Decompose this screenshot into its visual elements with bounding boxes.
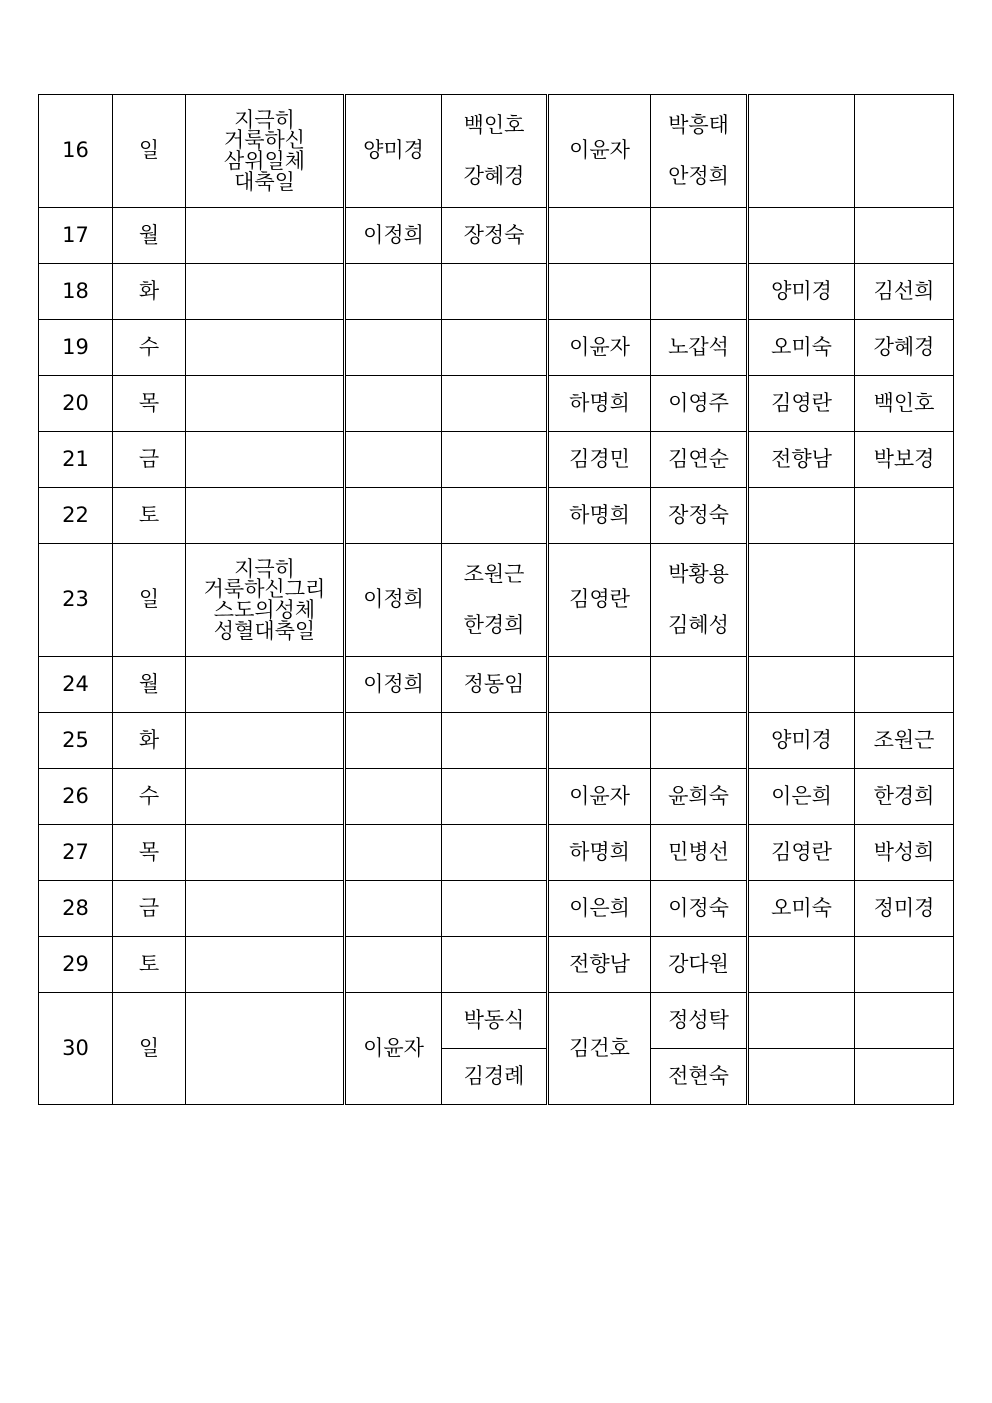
group-b-partner-cell: 윤희숙 [651, 769, 748, 825]
feast-line: 지극히 [234, 556, 295, 581]
table-row [39, 208, 954, 264]
feast-cell [186, 937, 345, 993]
day-cell: 29 [39, 937, 113, 993]
group-a-partner-cell [442, 264, 548, 320]
group-b-partner-cell: 이영주 [651, 376, 748, 432]
group-a-lead-cell: 양미경 [345, 95, 442, 208]
group-a-partner-cell [442, 95, 548, 208]
group-b-lead-cell [548, 657, 651, 713]
weekday-cell: 일 [113, 993, 186, 1105]
group-b-lead-cell: 하명희 [548, 488, 651, 544]
feast-cell [186, 993, 345, 1105]
group-b-partner-bottom-cell: 전현숙 [651, 1049, 748, 1105]
group-b-partner-cell: 장정숙 [651, 488, 748, 544]
day-cell: 27 [39, 825, 113, 881]
day-cell: 21 [39, 432, 113, 488]
day-cell: 19 [39, 320, 113, 376]
group-b-lead-cell: 이윤자 [548, 95, 651, 208]
group-a-partner-cell [442, 432, 548, 488]
name-pair [651, 113, 746, 189]
weekday-cell: 토 [113, 937, 186, 993]
group-a-partner-cell [442, 881, 548, 937]
group-a-lead-cell [345, 825, 442, 881]
group-a-lead-cell: 이윤자 [345, 993, 442, 1105]
group-b-lead-cell: 김영란 [548, 544, 651, 657]
table-row [39, 488, 954, 544]
group-c-lead-cell: 오미숙 [748, 320, 855, 376]
day-cell: 17 [39, 208, 113, 264]
group-b-partner-cell: 노갑석 [651, 320, 748, 376]
group-c-partner-cell: 백인호 [855, 376, 954, 432]
group-b-partner-cell [651, 657, 748, 713]
group-c-partner-cell [855, 1049, 954, 1105]
weekday-cell: 목 [113, 825, 186, 881]
feast-cell [186, 208, 345, 264]
group-c-partner-cell: 박성희 [855, 825, 954, 881]
weekday-cell: 일 [113, 95, 186, 208]
group-a-partner-cell [442, 713, 548, 769]
table-row [39, 320, 954, 376]
name-pair [442, 113, 546, 189]
group-c-lead-cell [748, 993, 855, 1049]
group-b-partner-cell [651, 264, 748, 320]
day-cell: 24 [39, 657, 113, 713]
feast-line: 성혈대축일 [213, 618, 316, 643]
day-cell: 16 [39, 95, 113, 208]
weekday-cell: 금 [113, 881, 186, 937]
group-c-lead-cell [748, 95, 855, 208]
group-a-lead-cell: 이정희 [345, 208, 442, 264]
name-text: 강혜경 [463, 163, 525, 188]
day-cell: 30 [39, 993, 113, 1105]
group-a-partner-cell [442, 769, 548, 825]
feast-line: 지극히 [234, 107, 295, 132]
group-a-partner-bottom-cell: 김경례 [442, 1049, 548, 1105]
group-c-lead-cell [748, 208, 855, 264]
feast-cell [186, 769, 345, 825]
table-row [39, 825, 954, 881]
group-b-lead-cell [548, 264, 651, 320]
day-cell: 22 [39, 488, 113, 544]
group-c-partner-cell: 한경희 [855, 769, 954, 825]
group-c-lead-cell [748, 657, 855, 713]
day-cell: 26 [39, 769, 113, 825]
weekday-cell: 일 [113, 544, 186, 657]
name-text: 안정희 [668, 163, 729, 188]
group-a-lead-cell [345, 432, 442, 488]
group-c-lead-cell: 이은희 [748, 769, 855, 825]
weekday-cell: 목 [113, 376, 186, 432]
group-c-partner-cell [855, 208, 954, 264]
name-text: 조원근 [463, 562, 525, 586]
feast-cell [186, 544, 345, 657]
group-c-lead-cell: 양미경 [748, 264, 855, 320]
group-a-partner-cell [442, 937, 548, 993]
day-cell: 28 [39, 881, 113, 937]
group-c-lead-cell: 오미숙 [748, 881, 855, 937]
schedule-table [38, 94, 954, 1105]
name-pair [651, 562, 746, 638]
group-a-partner-cell: 정동임 [442, 657, 548, 713]
name-pair [442, 562, 546, 638]
group-c-partner-cell: 김선희 [855, 264, 954, 320]
group-a-partner-cell: 장정숙 [442, 208, 548, 264]
table-row [39, 95, 954, 208]
group-a-lead-cell [345, 769, 442, 825]
group-b-lead-cell: 전향남 [548, 937, 651, 993]
group-b-partner-cell [651, 713, 748, 769]
feast-cell [186, 657, 345, 713]
group-b-lead-cell [548, 208, 651, 264]
table-row [39, 657, 954, 713]
group-a-lead-cell [345, 488, 442, 544]
group-c-lead-cell: 김영란 [748, 376, 855, 432]
weekday-cell: 화 [113, 264, 186, 320]
table-row [39, 264, 954, 320]
group-a-lead-cell [345, 320, 442, 376]
feast-line: 거룩하신그리 [203, 577, 326, 602]
table-row [39, 769, 954, 825]
group-a-partner-cell [442, 825, 548, 881]
table-row [39, 432, 954, 488]
group-a-lead-cell [345, 264, 442, 320]
feast-cell [186, 713, 345, 769]
group-a-partner-cell [442, 544, 548, 657]
table-row [39, 937, 954, 993]
name-text: 한경희 [463, 612, 525, 637]
group-b-partner-cell: 강다원 [651, 937, 748, 993]
group-b-lead-cell: 이윤자 [548, 320, 651, 376]
group-c-partner-cell [855, 657, 954, 713]
feast-line: 스도의성체 [213, 598, 316, 622]
group-a-lead-cell [345, 376, 442, 432]
group-c-lead-cell: 전향남 [748, 432, 855, 488]
day-cell: 20 [39, 376, 113, 432]
group-c-lead-cell [748, 488, 855, 544]
group-c-lead-cell [748, 937, 855, 993]
day-cell: 23 [39, 544, 113, 657]
group-b-partner-top-cell: 정성탁 [651, 993, 748, 1049]
feast-line: 삼위일체 [223, 149, 306, 173]
group-c-partner-cell [855, 544, 954, 657]
table-row-last [39, 993, 954, 1049]
day-cell: 25 [39, 713, 113, 769]
name-text: 박흥태 [668, 113, 729, 137]
weekday-cell: 수 [113, 769, 186, 825]
group-c-partner-cell [855, 937, 954, 993]
feast-line: 대축일 [234, 169, 295, 194]
group-b-lead-cell: 이윤자 [548, 769, 651, 825]
group-c-partner-cell [855, 488, 954, 544]
weekday-cell: 수 [113, 320, 186, 376]
group-a-partner-cell [442, 376, 548, 432]
group-b-lead-cell: 이은희 [548, 881, 651, 937]
table-row [39, 544, 954, 657]
weekday-cell: 토 [113, 488, 186, 544]
group-a-lead-cell [345, 881, 442, 937]
group-b-lead-cell: 김건호 [548, 993, 651, 1105]
weekday-cell: 금 [113, 432, 186, 488]
group-a-lead-cell: 이정희 [345, 544, 442, 657]
group-c-lead-cell [748, 1049, 855, 1105]
feast-cell [186, 320, 345, 376]
group-c-partner-cell [855, 95, 954, 208]
group-b-lead-cell: 하명희 [548, 376, 651, 432]
group-a-partner-cell [442, 320, 548, 376]
group-c-partner-cell [855, 993, 954, 1049]
group-b-partner-cell: 김연순 [651, 432, 748, 488]
group-c-partner-cell: 박보경 [855, 432, 954, 488]
group-b-partner-cell [651, 95, 748, 208]
name-text: 김혜성 [668, 612, 729, 637]
group-b-partner-cell: 민병선 [651, 825, 748, 881]
schedule-body [39, 95, 954, 1105]
group-c-partner-cell: 정미경 [855, 881, 954, 937]
table-row [39, 881, 954, 937]
group-c-partner-cell: 조원근 [855, 713, 954, 769]
feast-cell [186, 825, 345, 881]
group-c-lead-cell: 양미경 [748, 713, 855, 769]
feast-line: 거룩하신 [223, 128, 306, 153]
group-a-lead-cell [345, 713, 442, 769]
weekday-cell: 월 [113, 657, 186, 713]
group-b-lead-cell: 하명희 [548, 825, 651, 881]
feast-cell [186, 376, 345, 432]
feast-cell [186, 95, 345, 208]
feast-cell [186, 432, 345, 488]
table-row [39, 713, 954, 769]
group-a-lead-cell: 이정희 [345, 657, 442, 713]
group-a-partner-cell [442, 488, 548, 544]
group-b-lead-cell: 김경민 [548, 432, 651, 488]
weekday-cell: 월 [113, 208, 186, 264]
group-a-partner-top-cell: 박동식 [442, 993, 548, 1049]
feast-cell [186, 488, 345, 544]
table-row [39, 376, 954, 432]
group-b-partner-cell [651, 544, 748, 657]
group-c-lead-cell [748, 544, 855, 657]
group-b-partner-cell: 이정숙 [651, 881, 748, 937]
group-a-lead-cell [345, 937, 442, 993]
weekday-cell: 화 [113, 713, 186, 769]
name-text: 백인호 [463, 113, 525, 137]
group-c-partner-cell: 강혜경 [855, 320, 954, 376]
feast-cell [186, 264, 345, 320]
group-b-lead-cell [548, 713, 651, 769]
group-c-lead-cell: 김영란 [748, 825, 855, 881]
group-b-partner-cell [651, 208, 748, 264]
feast-cell [186, 881, 345, 937]
day-cell: 18 [39, 264, 113, 320]
name-text: 박황용 [668, 562, 729, 586]
